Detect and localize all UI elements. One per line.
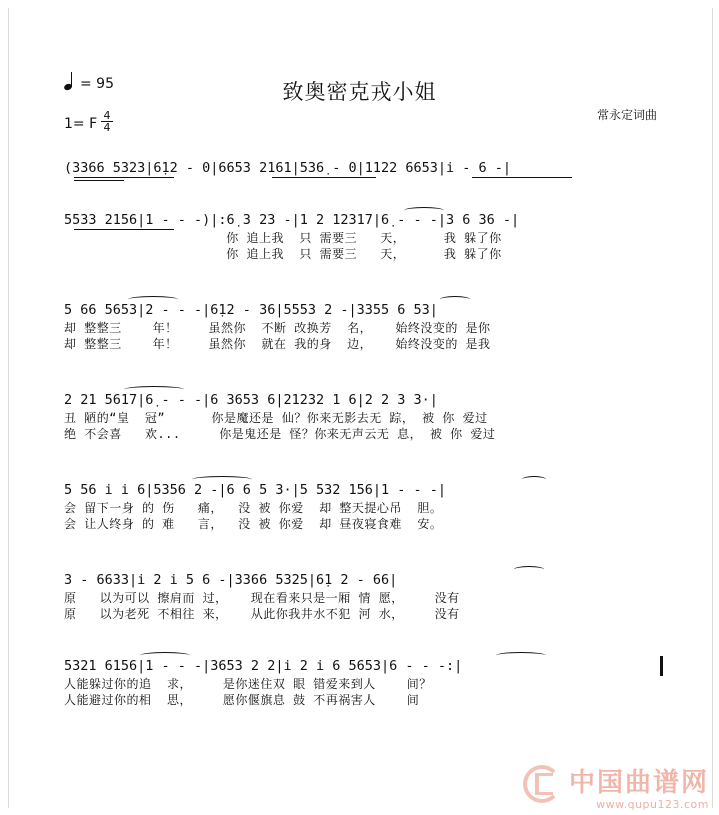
notation-line: 5 66 5653|2 - - -|6̣12 - 36|5553 2 -|3355 6 53|	[64, 302, 438, 318]
lyric-verse-1: 你 追上我 只 需要三 天， 我 躲了你	[64, 231, 502, 245]
beam-line	[272, 177, 376, 178]
slur-mark	[404, 207, 444, 214]
watermark-logo-icon	[521, 763, 565, 799]
lyric-verse-2: 原 以为老死 不相往 来， 从此你我井水不犯 河 水， 没有	[64, 607, 460, 621]
watermark-url: www.qupu123.com	[596, 798, 709, 811]
slur-mark	[192, 476, 252, 483]
score-row	[64, 656, 664, 708]
lyric-verse-1: 会 留下一身 的 伤 痛， 没 被 你爱 却 整天提心吊 胆。	[64, 501, 443, 515]
notation-line: 2 21 5617|6̣ - - -|6 3653 6|21232 1 6̣|2 2 3 3·|	[64, 392, 438, 408]
lyric-verse-1: 却 整整三 年！ 虽然你 不断 改换芳 名， 始终没变的 是你	[64, 321, 491, 335]
slur-mark	[440, 296, 470, 303]
lyric-verse-1: 原 以为可以 擦肩而 过， 现在看来只是一厢 情 愿， 没有	[64, 591, 460, 605]
song-title: 致奥密克戎小姐	[282, 80, 437, 104]
slur-mark	[522, 476, 546, 483]
score-row	[64, 158, 664, 178]
score-row	[64, 480, 664, 532]
notation-line: (3366 5323|6̣12 - 0|6653 2161|536̣ - 0|1122 6653|i - 6 -|	[64, 160, 512, 176]
time-signature-bottom: 4	[101, 121, 113, 133]
tempo-value: = 95	[80, 76, 114, 92]
notation-line: 3 - 6633|i 2 i 5 6 -|3366 5325|6̣1 2 - 66|	[64, 572, 398, 588]
slur-mark	[124, 386, 184, 393]
notation-line: 5533 2156|1 - - -)|:6̣ 3 23 -|1 2 12317|6̣ - - -|3 6 36 -|	[64, 212, 520, 228]
lyric-verse-1: 人能躲过你的追 求， 是你迷住双 眼 错爱来到人 间？	[64, 677, 432, 691]
key-signature: 1= F	[64, 116, 98, 132]
beam-line	[74, 180, 124, 181]
lyric-verse-2: 你 追上我 只 需要三 天， 我 躲了你	[64, 247, 502, 261]
score-row	[64, 210, 664, 262]
beam-line	[74, 229, 174, 230]
beam-line	[74, 177, 174, 178]
notation-line: 5321 6156|1 - - -|3653 2 2|i 2 i 6 5653|6 - - -:|	[64, 658, 463, 674]
score-row	[64, 570, 664, 622]
site-watermark	[521, 762, 709, 799]
lyric-verse-2: 绝 不会喜 欢... 你是鬼还是 怪？你来无声云无 息， 被 你 爱过	[64, 427, 496, 441]
slur-mark	[128, 296, 178, 303]
composer-credit: 常永定词曲	[596, 108, 657, 122]
repeat-end-barline	[654, 656, 663, 676]
slur-mark	[514, 566, 544, 573]
lyric-verse-1: 丑 陋的“皇 冠” 你是魔还是 仙？你来无影去无 踪， 被 你 爱过	[64, 411, 488, 425]
watermark-brand: 中国曲谱网	[568, 768, 709, 798]
lyric-verse-2: 会 让人终身 的 难 言， 没 被 你爱 却 昼夜寝食难 安。	[64, 517, 443, 531]
time-signature	[101, 110, 113, 133]
beam-line	[472, 177, 572, 178]
lyric-verse-2: 却 整整三 年！ 虽然你 就在 我的身 边， 始终没变的 是我	[64, 337, 491, 351]
lyric-verse-2: 人能避过你的相 思， 愿你偃旗息 鼓 不再祸害人 间	[64, 693, 420, 707]
slur-mark	[496, 652, 546, 659]
score-row	[64, 390, 664, 442]
time-signature-top: 4	[103, 109, 111, 122]
notation-line: 5 56 i i 6|5356 2 -|6 6 5 3·|5 532 156|1 - - -|	[64, 482, 447, 498]
score-row	[64, 300, 664, 352]
slur-mark	[140, 652, 190, 659]
